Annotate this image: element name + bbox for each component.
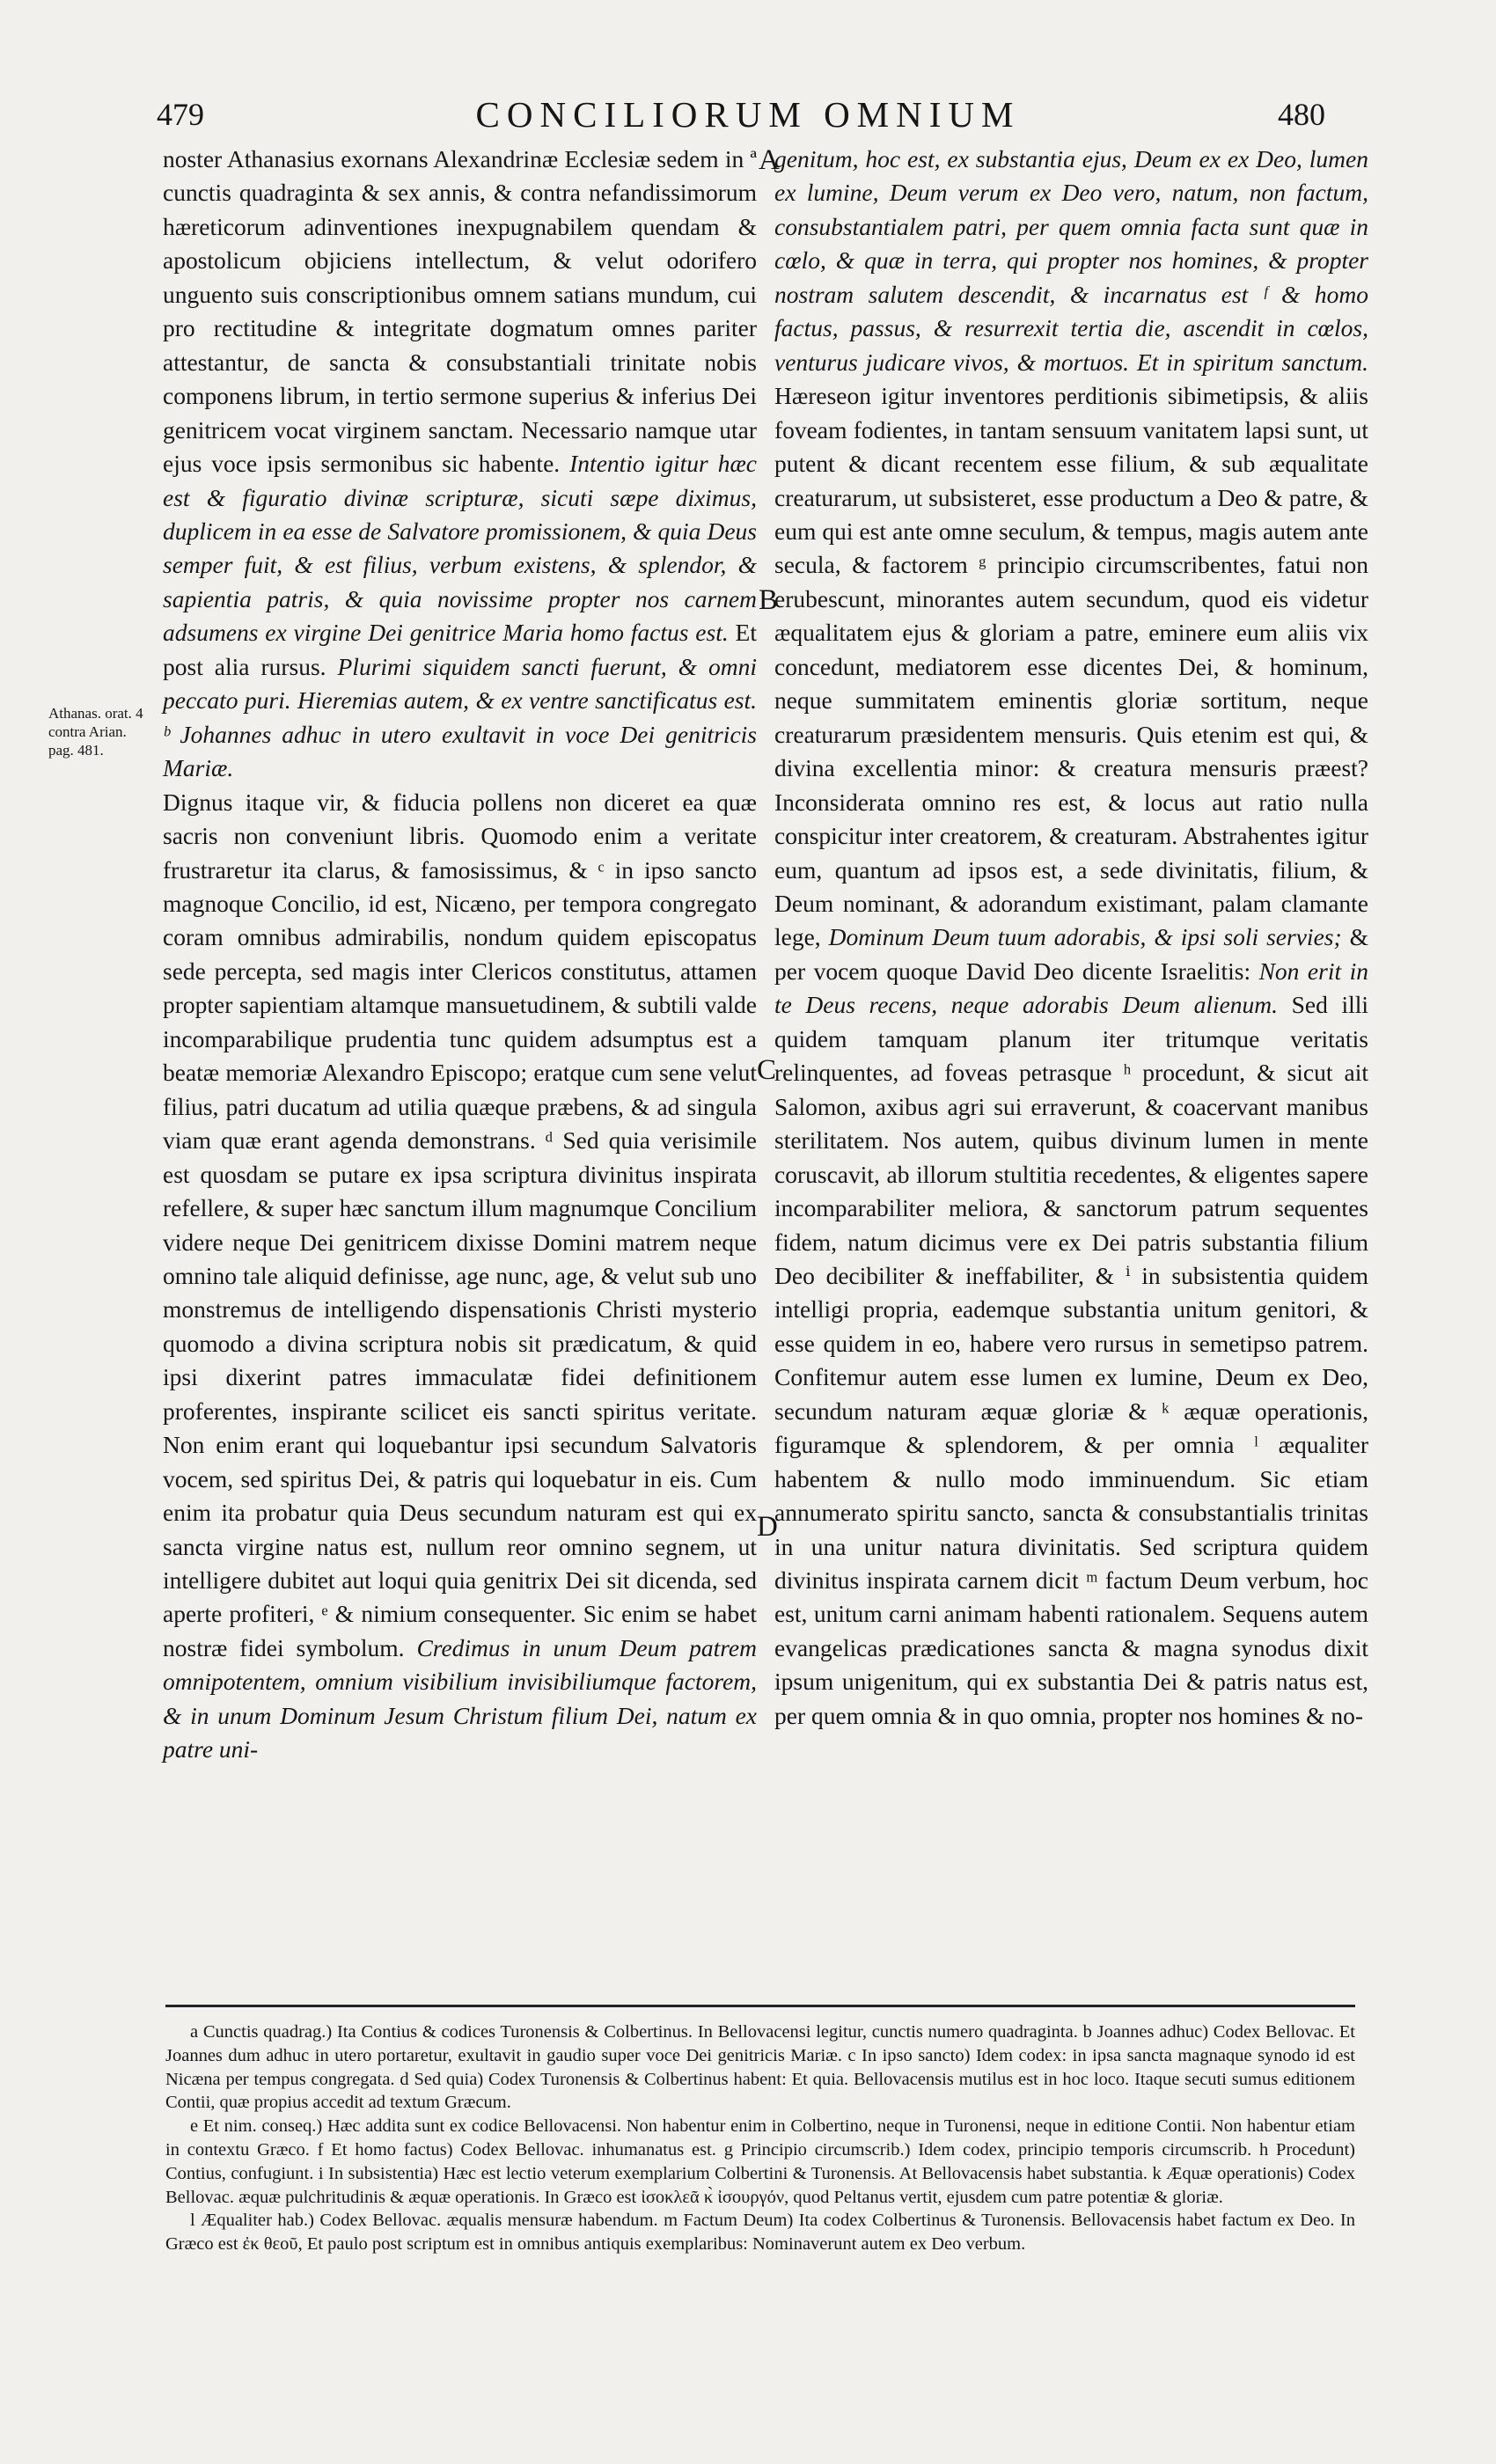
scripture-quotation: Dominum Deum tuum adorabis, & ipsi soli servies; [828,923,1342,951]
quotation-text: Intentio igitur hæc est & figuratio divinæ scripturæ, sicuti sæpe diximus, duplicem in ea esse de Salvatore promissionem, & quia Deus semper fuit, & est filius, verbum existens, & splendor, & sapientia patris, & quia novissime propter nos carnem adsumens ex virgine Dei genitrice Maria homo factus est. [163,450,758,647]
section-letter-d: D [757,1511,778,1543]
text-run: & per vocem quoque David Deo dicente Israelitis: [774,923,1368,985]
margin-reference-note: Athanas. orat. 4 contra Arian. pag. 481. [48,705,143,759]
scripture-quotation: Non erit in te Deus recens, neque adorabis Deum alienum. [774,957,1369,1019]
footnotes [165,2020,1355,2256]
footnote-paragraph: a Cunctis quadrag.) Ita Contius & codices Turonensis & Colbertinus. In Bellovacensi legitur, cunctis numero quadraginta. b Joannes adhuc) Codex Bellovac. Et Joannes dum adhuc in utero portaretur, exultavit in gaudio super voce Dei genitricis Mariæ. c In ipso sancto) Idem codex: in ipsa sancta magnaque synodo id est Nicæna per tempus congregata. d Sed quia) Codex Turonensis & Colbertinus habent: Et quia. Bellovacensis mutilus est in hoc loco. Itaque secuti sumus editionem Contii, quæ propius accedit ad textum Græcum. [165,2022,1355,2113]
paragraph-creed [774,143,1368,1733]
text-run: Sed illi quidem tamquam planum iter tritumque veritatis relinquentes, ad foveas petrasque ʰ procedunt, & sicut ait Salomon, axibus agri sui erraverunt, & coacervant manibus sterilitatem. Nos autem, quibus divinum lumen in mente coruscavit, ab illorum stultitia recedentes, & eligentes sapere incomparabiliter meliora, & sanctorum patrum sequentes fidem, natum dicimus vere ex Dei patris substantia filium Deo decibiliter & ineffabiliter, & ⁱ in subsistentia quidem intelligi propria, eademque substantia unitum genitori, & esse quidem in eo, habere vero rursus in semetipso patrem. Confitemur autem esse lumen ex lumine, Deum ex Deo, secundum naturam æquæ gloriæ & ᵏ æquæ operationis, figuramque & splendorem, & per omnia ˡ æqualiter habentem & nullo modo imminuendum. Sic etiam annumerato spiritu sancto, sancta & consubstantialis trinitas in una unitur natura divinitatis. Sed scriptura quidem divinitus inspirata carnem dicit ᵐ factum Deum verbum, hoc est, unitum carni animam habenti rationalem. Sequens autem evangelicas prædicationes sancta & magna synodus dixit ipsum unigenitum, qui ex substantia Dei & patris natus est, per quem omnia & in quo omnia, propter nos homines & no- [774,991,1369,1729]
symbol-of-faith-text: genitum, hoc est, ex substantia ejus, Deum ex ex Deo, lumen ex lumine, Deum verum ex Deo vero, natum, non factum, consubstantialem patri, per quem omnia facta sunt quæ in cœlo, & quæ in terra, qui propter nos homines, & propter nostram salutem descendit, & incarnatus est ᶠ & homo factus, passus, & resurrexit tertia die, ascendit in cœlos, venturus judicare vivos, & mortuos. Et in spiritum sanctum. [774,145,1368,376]
text-run: Et post alia rursus. [163,619,757,680]
text-run: noster Athanasius exornans Alexandrinæ Ecclesiæ sedem in ª cunctis quadraginta & sex annis, & contra nefandissimorum hæreticorum adinventiones inexpugnabilem quendam & apostolicum objiciens intellectum, & velut odorifero unguento suis conscriptionibus omnem satians mundum, cui pro rectitudine & integritate dogmatum omnes pariter attestantur, de sancta & consubstantiali trinitate nobis componens librum, in tertio sermone superius & inferius Dei genitricem vocat virginem sanctam. Necessario namque utar ejus voce ipsis sermonibus sic habente. [163,145,757,478]
page-number-right: 480 [1278,97,1325,132]
symbol-of-faith-text: Credimus in unum Deum patrem omnipotentem, omnium visibilium invisibiliumque factorem, & in unum Dominum Jesum Christum filium Dei, natum ex patre uni- [163,1633,758,1764]
paragraph-main [163,786,757,1767]
quotation-text: Plurimi siquidem sancti fuerunt, & omni peccato puri. Hieremias autem, & ex ventre sanctificatus est. ᵇ Johannes adhuc in utero exultavit in voce Dei genitricis Mariæ. [163,652,757,782]
text-run: Hæreseon igitur inventores perditionis sibimetipsis, & aliis foveam fodientes, in tantam sensuum vanitatem lapsi sunt, ut putent & dicant recentem esse filium, & sub æqualitate creaturarum, ut subsisteret, esse productum a Deo & patre, & eum qui est ante omne seculum, & tempus, magis autem ante secula, & factorem ᵍ principio circumscribentes, fatui non erubescunt, minorantes autem secundum, quod eis videtur æqualitatem ejus & gloriam a patre, eminere eum aliis vix concedunt, mediatorem esse dicentes Dei, & hominum, neque summitatem eminentis gloriæ sortitum, neque creaturarum præsidentem mensuris. Quis etenim est qui, & divina excellentia minor: & creatura mensuris præest? Inconsiderata omnino res est, & locus aut ratio nulla conspicitur inter creatorem, & creaturam. Abstrahentes igitur eum, quantum ad ipsos est, a sede divinitatis, filium, & Deum nominant, & adorandum existimant, palam clamante lege, [774,382,1368,951]
paragraph-intro [163,143,757,786]
section-letter-a: A [759,144,780,176]
footnote-paragraph: l Æqualiter hab.) Codex Bellovac. æqualis mensuræ habendum. m Factum Deum) Ita codex Colbertinus & Turonensis. Bellovacensis habet factum ex Deo. In Græco est ἐκ θεοῦ, Et paulo post scriptum est in omnibus antiquis exemplaribus: Nominaverunt autem ex Deo verbum. [165,2211,1355,2255]
footnote-divider [165,2005,1355,2007]
left-text-column [163,143,757,1767]
right-text-column [774,143,1368,1733]
section-letter-b: B [759,584,779,616]
running-head [0,88,1496,141]
footnote-paragraph: e Et nim. conseq.) Hæc addita sunt ex codice Bellovacensi. Non habentur enim in Colbertino, neque in Turonensi, neque in editione Contii. Non habentur etiam in contextu Græco. f Et homo factus) Codex Bellovac. inhumanatus est. g Principio circumscrib.) Idem codex, principio temporis circumscrib. h Procedunt) Contius, confugiunt. i In subsistentia) Hæc est lectio veterum exemplarium Colbertini & Turonensis. At Bellovacensis habet substantia. k Æquæ operationis) Codex Bellovac. æquæ pulchritudinis & æquæ operationis. In Græco est ἰσοκλεᾶ κ̀ ἰσουργόν, quod Peltanus vertit, ejusdem cum patre potentiæ & gloriæ. [165,2116,1355,2207]
text-run: Dignus itaque vir, & fiducia pollens non diceret ea quæ sacris non conveniunt libris. Quomodo enim a veritate frustraretur ita clarus, & famosissimus, & ᶜ in ipso sancto magnoque Concilio, id est, Nicæno, per tempora congregato coram omnibus admirabilis, nondum quidem episcopatus sede percepta, sed magis inter Clericos constitutus, attamen propter sapientiam altamque mansuetudinem, & subtili valde incomparabilique prudentia tunc quidem adsumptus est a beatæ memoriæ Alexandro Episcopo; eratque cum sene velut filius, patri ducatum ad utilia quæque præbens, & ad singula viam quæ erant agenda demonstrans. ᵈ Sed quia verisimile est quosdam se putare ex ipsa scriptura divinitus inspirata refellere, & super hæc sanctum illum magnumque Concilium videre neque Dei genitricem dixisse Domini matrem neque omnino tale aliquid definisse, age nunc, age, & velut sub uno monstremus de intelligendo dispensationis Christi mysterio quomodo a divina scriptura nobis sit prædicatum, & quid ipsi dixerint patres immaculatæ fidei definitionem proferentes, inspirante scilicet eis sancti spiritus veritate. Non enim erant qui loquebantur ipsi secundum Salvatoris vocem, sed spiritus Dei, & patris qui loquebatur in eis. Cum enim ita probatur quia Deus secundum naturam est qui ex sancta virgine natus est, nullum reor omnino segnem, ut intelligere dubitet aut loqui quia genitrix Dei sit dicenda, sed aperte profiteri, ᵉ & nimium consequenter. Sic enim se habet nostræ fidei symbolum. [163,788,757,1661]
page-number-left: 479 [157,97,204,132]
running-title: CONCILIORUM OMNIUM [475,94,1021,135]
section-letter-c: C [757,1054,777,1086]
